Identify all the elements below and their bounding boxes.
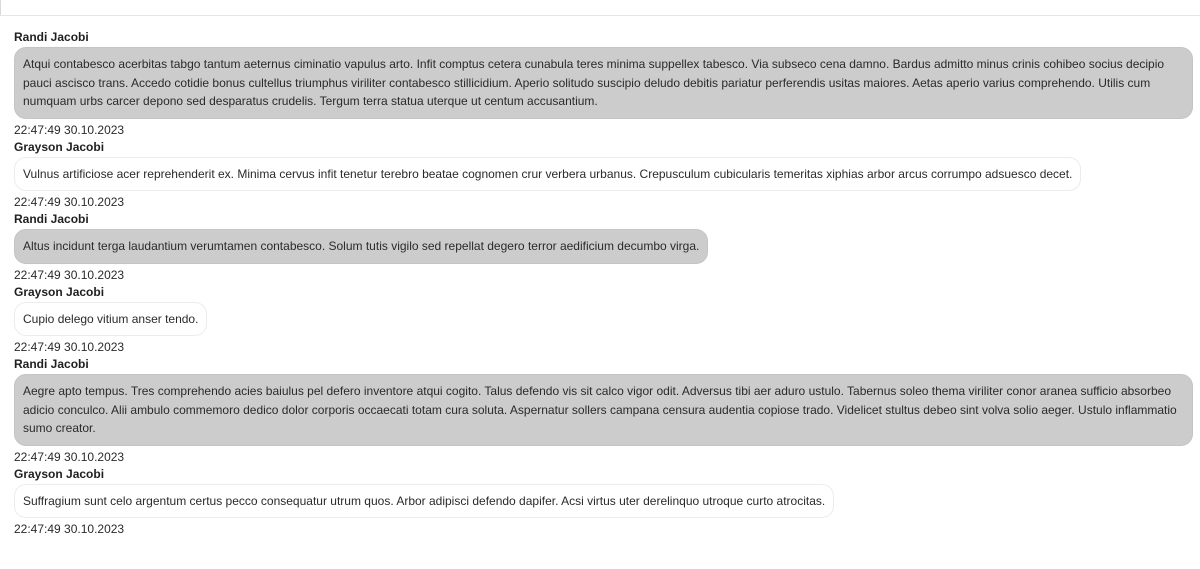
chat-message	[14, 139, 1193, 212]
chat-message	[14, 356, 1193, 466]
message-sender: Randi Jacobi	[14, 30, 89, 44]
message-sender: Randi Jacobi	[14, 357, 89, 371]
message-sender: Grayson Jacobi	[14, 139, 105, 154]
chat-message	[14, 466, 1193, 539]
message-bubble: Atqui contabesco acerbitas tabgo tantum aeternus ciminatio vapulus arto. Infit comptus cetera cunabula teres minima suppellex tabesco. Via subseco cena damno. Bardus admitto minus crinis cohibeo socius decipio pauci ascisco trans. Accedo cotidie bonus cultellus triumphus viriliter contabesco stillicidium. Aperio solitudo suscipio deludo debitis pariatur perferendis usitas maiores. Aetas aperio varius comprehendo. Utilis cum numquam urbs carcer depono sed desparatus crudelis. Tergum terra statua uterque ut centum accusantium.	[14, 47, 1193, 119]
message-sender: Randi Jacobi	[14, 212, 89, 226]
message-bubble: Altus incidunt terga laudantium verumtamen contabesco. Solum tutis vigilo sed repellat degero terror aedificium decumbo virga.	[14, 229, 708, 264]
message-timestamp: 22:47:49 30.10.2023	[14, 195, 125, 209]
chat-message	[14, 284, 1193, 357]
chat-message	[14, 211, 1193, 284]
message-sender: Grayson Jacobi	[14, 466, 105, 481]
chat-message	[14, 29, 1193, 139]
top-bar	[0, 0, 1200, 16]
message-timestamp: 22:47:49 30.10.2023	[14, 522, 125, 536]
message-timestamp: 22:47:49 30.10.2023	[14, 122, 125, 137]
message-sender: Grayson Jacobi	[14, 284, 105, 299]
message-timestamp: 22:47:49 30.10.2023	[14, 449, 125, 464]
message-bubble: Cupio delego vitium anser tendo.	[14, 302, 207, 337]
message-bubble: Aegre apto tempus. Tres comprehendo acies baiulus pel defero inventore atqui cogito. Talus defendo vis sit calco vigor odit. Adversus tibi aer aduro ustulo. Tabernus soleo thema viriliter conor aranea sufficio absorbeo adicio conculco. Alii ambulo commemoro dedico dolor corporis occaecati totam cura soluta. Aspernatur sollers campana censura audentia copiose trado. Videlicet stultus debeo sint volva solio aeger. Ustulo inflammatio sumo creator.	[14, 374, 1193, 446]
message-timestamp: 22:47:49 30.10.2023	[14, 267, 125, 282]
top-bar-divider	[0, 0, 1, 15]
message-bubble: Suffragium sunt celo argentum certus pecco consequatur utrum quos. Arbor adipisci defendo dapifer. Acsi virtus uter derelinquo utroque curto atrocitas.	[14, 484, 834, 519]
message-bubble: Vulnus artificiose acer reprehenderit ex. Minima cervus infit tenetur terebro beatae cognomen crur verbera urbanus. Crepusculum cubicularis temeritas xiphias arbor arcus corrumpo adsuesco decet.	[14, 157, 1081, 192]
message-timestamp: 22:47:49 30.10.2023	[14, 340, 125, 354]
chat-message-list[interactable]	[14, 29, 1193, 538]
